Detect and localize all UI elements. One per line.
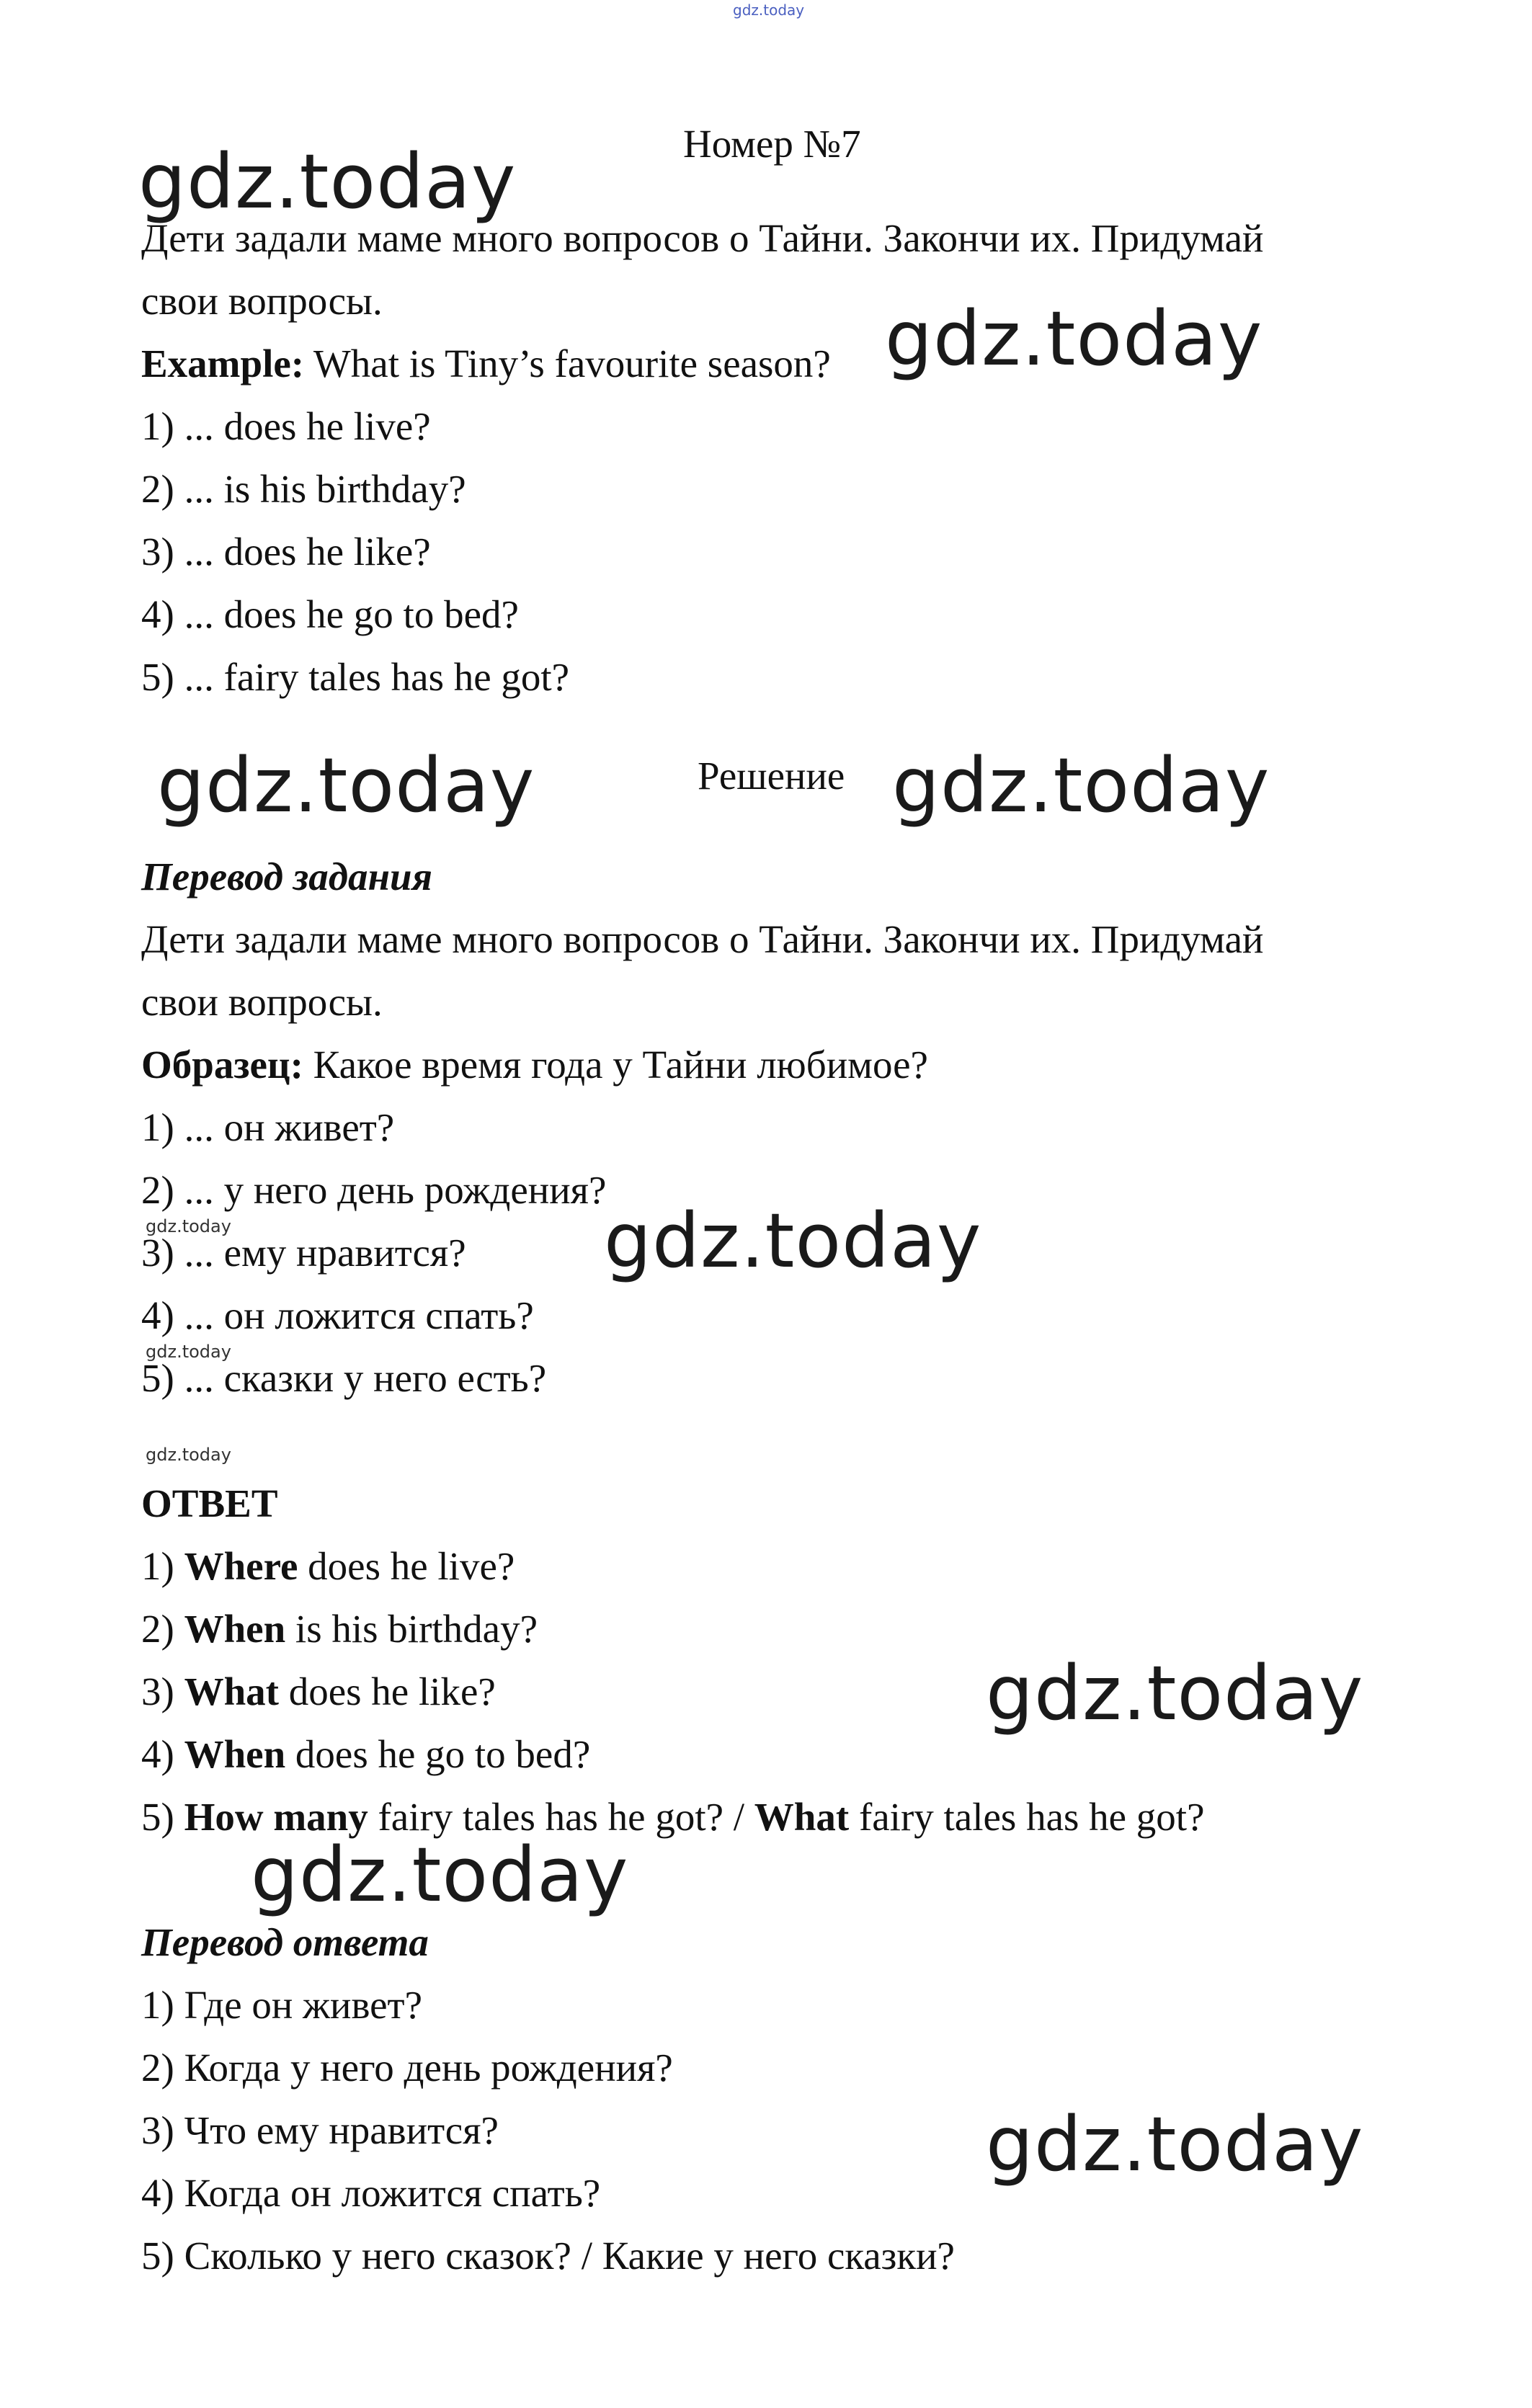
answer-num: 1) bbox=[141, 1544, 184, 1588]
answer-bold: How many bbox=[184, 1795, 368, 1839]
translation-item: 5) ... сказки у него есть? bbox=[141, 1356, 547, 1400]
sample-label: Образец: bbox=[141, 1043, 303, 1087]
task-item: 1) ... does he live? bbox=[141, 404, 431, 448]
translation-item: 2) ... у него день рождения? bbox=[141, 1168, 607, 1212]
answer-item bbox=[141, 1668, 496, 1716]
task-number: Номер №7 bbox=[683, 122, 861, 166]
answer-translation-item: 1) Где он живет? bbox=[141, 1983, 422, 2027]
watermark-small: gdz.today bbox=[146, 1445, 231, 1465]
task-item: 4) ... does he go to bed? bbox=[141, 592, 519, 636]
answer-rest: fairy tales has he got? / bbox=[368, 1795, 754, 1839]
answer-heading: ОТВЕТ bbox=[141, 1481, 278, 1525]
example-label: Example: bbox=[141, 342, 305, 385]
task-instruction-line2: свои вопросы. bbox=[141, 279, 383, 323]
answer-rest: does he like? bbox=[278, 1669, 496, 1713]
answer-bold: When bbox=[184, 1732, 286, 1776]
sample-text: Какое время года у Тайни любимое? bbox=[303, 1043, 928, 1087]
answer-translation-item: 5) Сколько у него сказок? / Какие у него сказки? bbox=[141, 2234, 955, 2278]
translation-sample bbox=[141, 1041, 928, 1089]
answer-item bbox=[141, 1543, 515, 1590]
task-instruction-line1: Дети задали маме много вопросов о Тайни. Закончи их. Придумай bbox=[141, 216, 1264, 260]
answer-rest: is his birthday? bbox=[285, 1607, 538, 1651]
answer-rest: fairy tales has he got? bbox=[849, 1795, 1205, 1839]
task-item: 3) ... does he like? bbox=[141, 530, 431, 574]
answer-num: 2) bbox=[141, 1607, 184, 1651]
answer-bold: Where bbox=[184, 1544, 298, 1588]
example-text: What is Tiny’s favourite season? bbox=[304, 342, 831, 385]
watermark: gdz.today bbox=[986, 2100, 1364, 2188]
answer-bold: When bbox=[184, 1607, 286, 1651]
answer-translation-item: 3) Что ему нравится? bbox=[141, 2108, 499, 2152]
task-example bbox=[141, 340, 831, 388]
answer-item bbox=[141, 1731, 590, 1778]
answer-bold: What bbox=[184, 1669, 279, 1713]
translation-item: 3) ... ему нравится? bbox=[141, 1231, 466, 1275]
answer-translation-item: 4) Когда он ложится спать? bbox=[141, 2171, 601, 2215]
answer-num: 3) bbox=[141, 1669, 184, 1713]
watermark-small: gdz.today bbox=[146, 1342, 231, 1362]
answer-rest: does he live? bbox=[298, 1544, 515, 1588]
watermark: gdz.today bbox=[157, 741, 535, 829]
answer-item bbox=[141, 1605, 538, 1653]
answer-bold: What bbox=[754, 1795, 850, 1839]
watermark: gdz.today bbox=[251, 1831, 629, 1919]
translation-item: 1) ... он живет? bbox=[141, 1105, 395, 1149]
answer-num: 4) bbox=[141, 1732, 184, 1776]
task-item: 5) ... fairy tales has he got? bbox=[141, 655, 570, 699]
solution-heading: Решение bbox=[698, 754, 845, 798]
watermark-small: gdz.today bbox=[146, 1216, 231, 1236]
watermark-top: gdz.today bbox=[733, 1, 805, 19]
answer-rest: does he go to bed? bbox=[285, 1732, 591, 1776]
watermark: gdz.today bbox=[892, 741, 1270, 829]
translation-line2: свои вопросы. bbox=[141, 980, 383, 1024]
answer-num: 5) bbox=[141, 1795, 184, 1839]
answer-translation-heading: Перевод ответа bbox=[141, 1920, 429, 1964]
watermark: gdz.today bbox=[604, 1197, 982, 1285]
watermark: gdz.today bbox=[986, 1649, 1364, 1737]
watermark: gdz.today bbox=[138, 138, 517, 226]
task-item: 2) ... is his birthday? bbox=[141, 467, 466, 511]
watermark: gdz.today bbox=[885, 295, 1263, 383]
translation-line1: Дети задали маме много вопросов о Тайни. Закончи их. Придумай bbox=[141, 917, 1264, 961]
translation-item: 4) ... он ложится спать? bbox=[141, 1293, 534, 1337]
answer-translation-item: 2) Когда у него день рождения? bbox=[141, 2046, 673, 2090]
translation-heading: Перевод задания bbox=[141, 855, 432, 898]
